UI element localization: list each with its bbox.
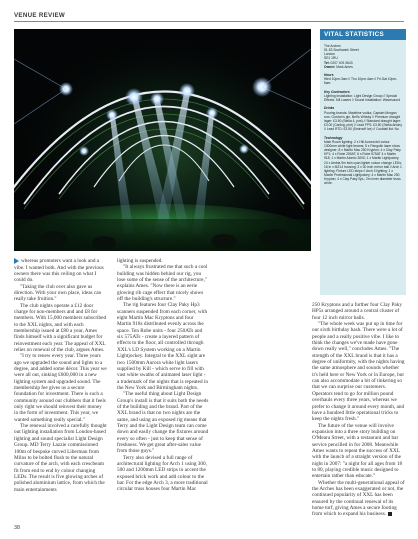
section-label: VENUE REVIEW — [14, 12, 66, 19]
paragraph: The rig features four Clay Paky Hp3 scanners suspended from each corner, with eight Martin Mac Kryptons and four Martin 918s distributed evenly across the space. Ten Robe units - four 250ATs and six 575ATs - create a layered pattern of effects to the floor, all controlled through XXL's LD System working on a Martin Lightjockey. Integral to the XXL sight are two 1500mm Aurora white light lasers supplied by Kill - which serve to fill with vast white swaths of animated laser light - a trademark of the nights that is repeated in the New York and Birmingham nights. — [117, 302, 208, 391]
paragraph: "The whole week was put up in time for our sixth birthday bash. There were a lot of people and a really positive vibe. I like to think the changes we've made have gone down really well," concludes Ames. "The strength of the XXL brand is that it has a degree of uniformity, with the nights having the same atmosphere and sounds whether it's held here or New York or in Europe, but can also accommodate a bit of tinkering so that we can surprise our customers. Operators tend to go for million pound overhauls every three years, whereas we prefer to change it around every month, and have a hundred little operational tricks to keep the nights fresh." — [312, 321, 405, 423]
contractors-text: Lighting Installation: Light Design Group // Special Effects: Kill Lasers // Sound Installation: Wavesound — [324, 93, 401, 103]
vital-statistics-sidebar — [320, 29, 406, 295]
paragraph: Terry also devised a full range of architectural lighting for Arch 1 using 300, 500 and 1200mm LED strips to accent the exposed brick work and add colour to the bar. For the edge Arch 3, a more traditional circular truss houses four Martin Mac — [117, 454, 208, 493]
club-lighting-photo — [14, 29, 311, 251]
sidebar-title-bar — [320, 29, 406, 40]
drinks-heading: Drinks — [324, 106, 335, 111]
header-divider — [14, 21, 404, 22]
hours-heading: Hours — [324, 73, 334, 78]
paragraph: The future of the venue will involve expansion into a three story building on O'Meara Street, with a restaurant and bar service pencilled in for 2008. Meanwhile Ames wants to repeat the success of XXL with the launch of a straight version of the night in 2007: "a night for all ages from 18 to 80, playing credible music designed to entertain rather than educate." — [312, 422, 403, 480]
address-line: SE1 1RU — [324, 56, 338, 61]
contractors-block — [324, 90, 403, 102]
paragraph: lighting is suspended. — [117, 258, 163, 264]
paragraph: Whether the multi-generational appeal of the Arches has been exaggerated or not, the continued popularity of XXL has been ensured by the continual renewal of its home turf, giving Ames a secure footing from which to expand his business. — [312, 479, 405, 518]
owner-label: Owner: — [324, 64, 336, 69]
owner-value: Mark Ames — [336, 64, 353, 69]
owner-line — [324, 65, 403, 69]
drinks-block — [324, 106, 403, 131]
triangle-bullet-icon — [14, 258, 19, 264]
phone-value: 0207 403 3643 — [330, 60, 353, 65]
paragraph: The club nights operate a £12 door charge for non-members and and £8 for members. With 15,000 members subscribed to the XXL nights, and with each membership issued at £80 a year, Ames finds himself with a significant budget for reinvestment each year. The appeal of XXL relies on renewal of the club, argues Ames. — [14, 302, 107, 354]
paragraph: "I try to renew every year. Three years ago we upgraded the sound and lights to a degree, and added some décor. This year we were all out, sinking £600,000 in a new lighting system and upgraded sound. The membership fee gives us a secure foundation for investment. There is such a community around our clubbers that it feels only right we should reinvest their money in the form of investment. This year, we wanted something really special." — [14, 353, 107, 423]
paragraph: The renewal involved a carefully thought out lighting installation from London-based lighting and sound specialist Light Design Group. MD Terry Lazzie commissioned 100m of bespoke curved Liberman from Milos to be bolted flush to the natural curvature of the arch, with each crescbeam fit from end to end by colour changing LEDs. The result is five glowing arches of polished aluminium lattice, from which the main entertainments — [14, 423, 107, 493]
address-line: 51-53 Southwark Street — [324, 48, 359, 53]
page-number: 38 — [14, 525, 20, 531]
phone-label: Tel: — [324, 60, 330, 65]
article-column-3 — [312, 302, 405, 518]
drinks-text: Pouring brands: Madeline vodka, Captain Morgan rum, Gordon's gin, Bell's Whisky // Premium draught lager: £3.50 (Stella 4, pint) // Standard draught lager: £3.00 (Carling, pint) // Lead FPS: £3.50 (Stella Artois) // Lead RTD: £3.50 (Smirnoff Ice) // Cocktail list: No — [324, 110, 402, 132]
article-column-2 — [117, 258, 209, 493]
paragraph: whereas promoters want a look and a vibe. I wanted both. And with the previous owners there was this ceiling on what I could do. — [14, 258, 104, 284]
technology-text: Main Room lighting: 2 x Hill Aurora full colour 1300mm white light beams; 5 x Pangolin laser show designer; 8 x Martin Mac 250 Krypton; 4 x Clay Paky KP1; 4 x Robe 250AT; 6 x Robe 575AT 4 x Martin 918; 1 x Martin Atomic 3000; 1 x Martin Lightjockey, 24 x Ambia 5m twin cyan lighter colour change LEDs; 16 in x MZ14 housing; 3 x 30 inch mirror ball // Arch 1 lighting: Fixture LED strips // Arch 3 lighting: 1 x Martin Professional Lightjockey; 4 x Martin Mac 250 Krypton; 4 x Clay Paky SpL; 2m inner diameter truss circle. — [324, 139, 402, 186]
sidebar-body — [324, 44, 403, 190]
address-line: The Arches — [324, 44, 341, 48]
paragraph: "Taking the club over also gave us direction. With your own place, ideas can really take fruition." — [14, 283, 102, 303]
hours-block — [324, 73, 403, 85]
sidebar-title: VITAL STATISTICS — [324, 30, 384, 38]
end-of-article-icon — [388, 512, 392, 516]
address-block — [324, 44, 403, 69]
technology-heading: Technology — [324, 135, 343, 140]
paragraph: "The useful thing about Light Design Group's install is that it suits both the needs of the building and the brand. Part of the XXL brand is that no two nights are the same, and using an exposed rig means that Terry and the Light Design team can come down and easily change the fixtures around every so often - just to keep that sense of freshness. We get great after-sales value from those guys." — [117, 391, 209, 455]
contractors-heading: Key Contractors — [324, 89, 350, 94]
technology-block — [324, 136, 403, 186]
article-column-1 — [14, 258, 107, 493]
address-line: London — [324, 52, 336, 57]
paragraph: 250 Kryptons and a further four Clay Paky HP5s arranged around a central cluster of four 12 inch mirror balls. — [312, 302, 402, 321]
hours-text: Wed 10pm-3am // Thu 10pm-4am // Fri-Sat 10pm-6am — [324, 77, 398, 86]
paragraph: "It always frustrated me that such a cool building was hidden behind our rig, you lose some of the sense of the architecture," explains Ames. "Now there is an eerie glowing rib cage effect that nicely shows off the building's structure." — [117, 264, 208, 303]
